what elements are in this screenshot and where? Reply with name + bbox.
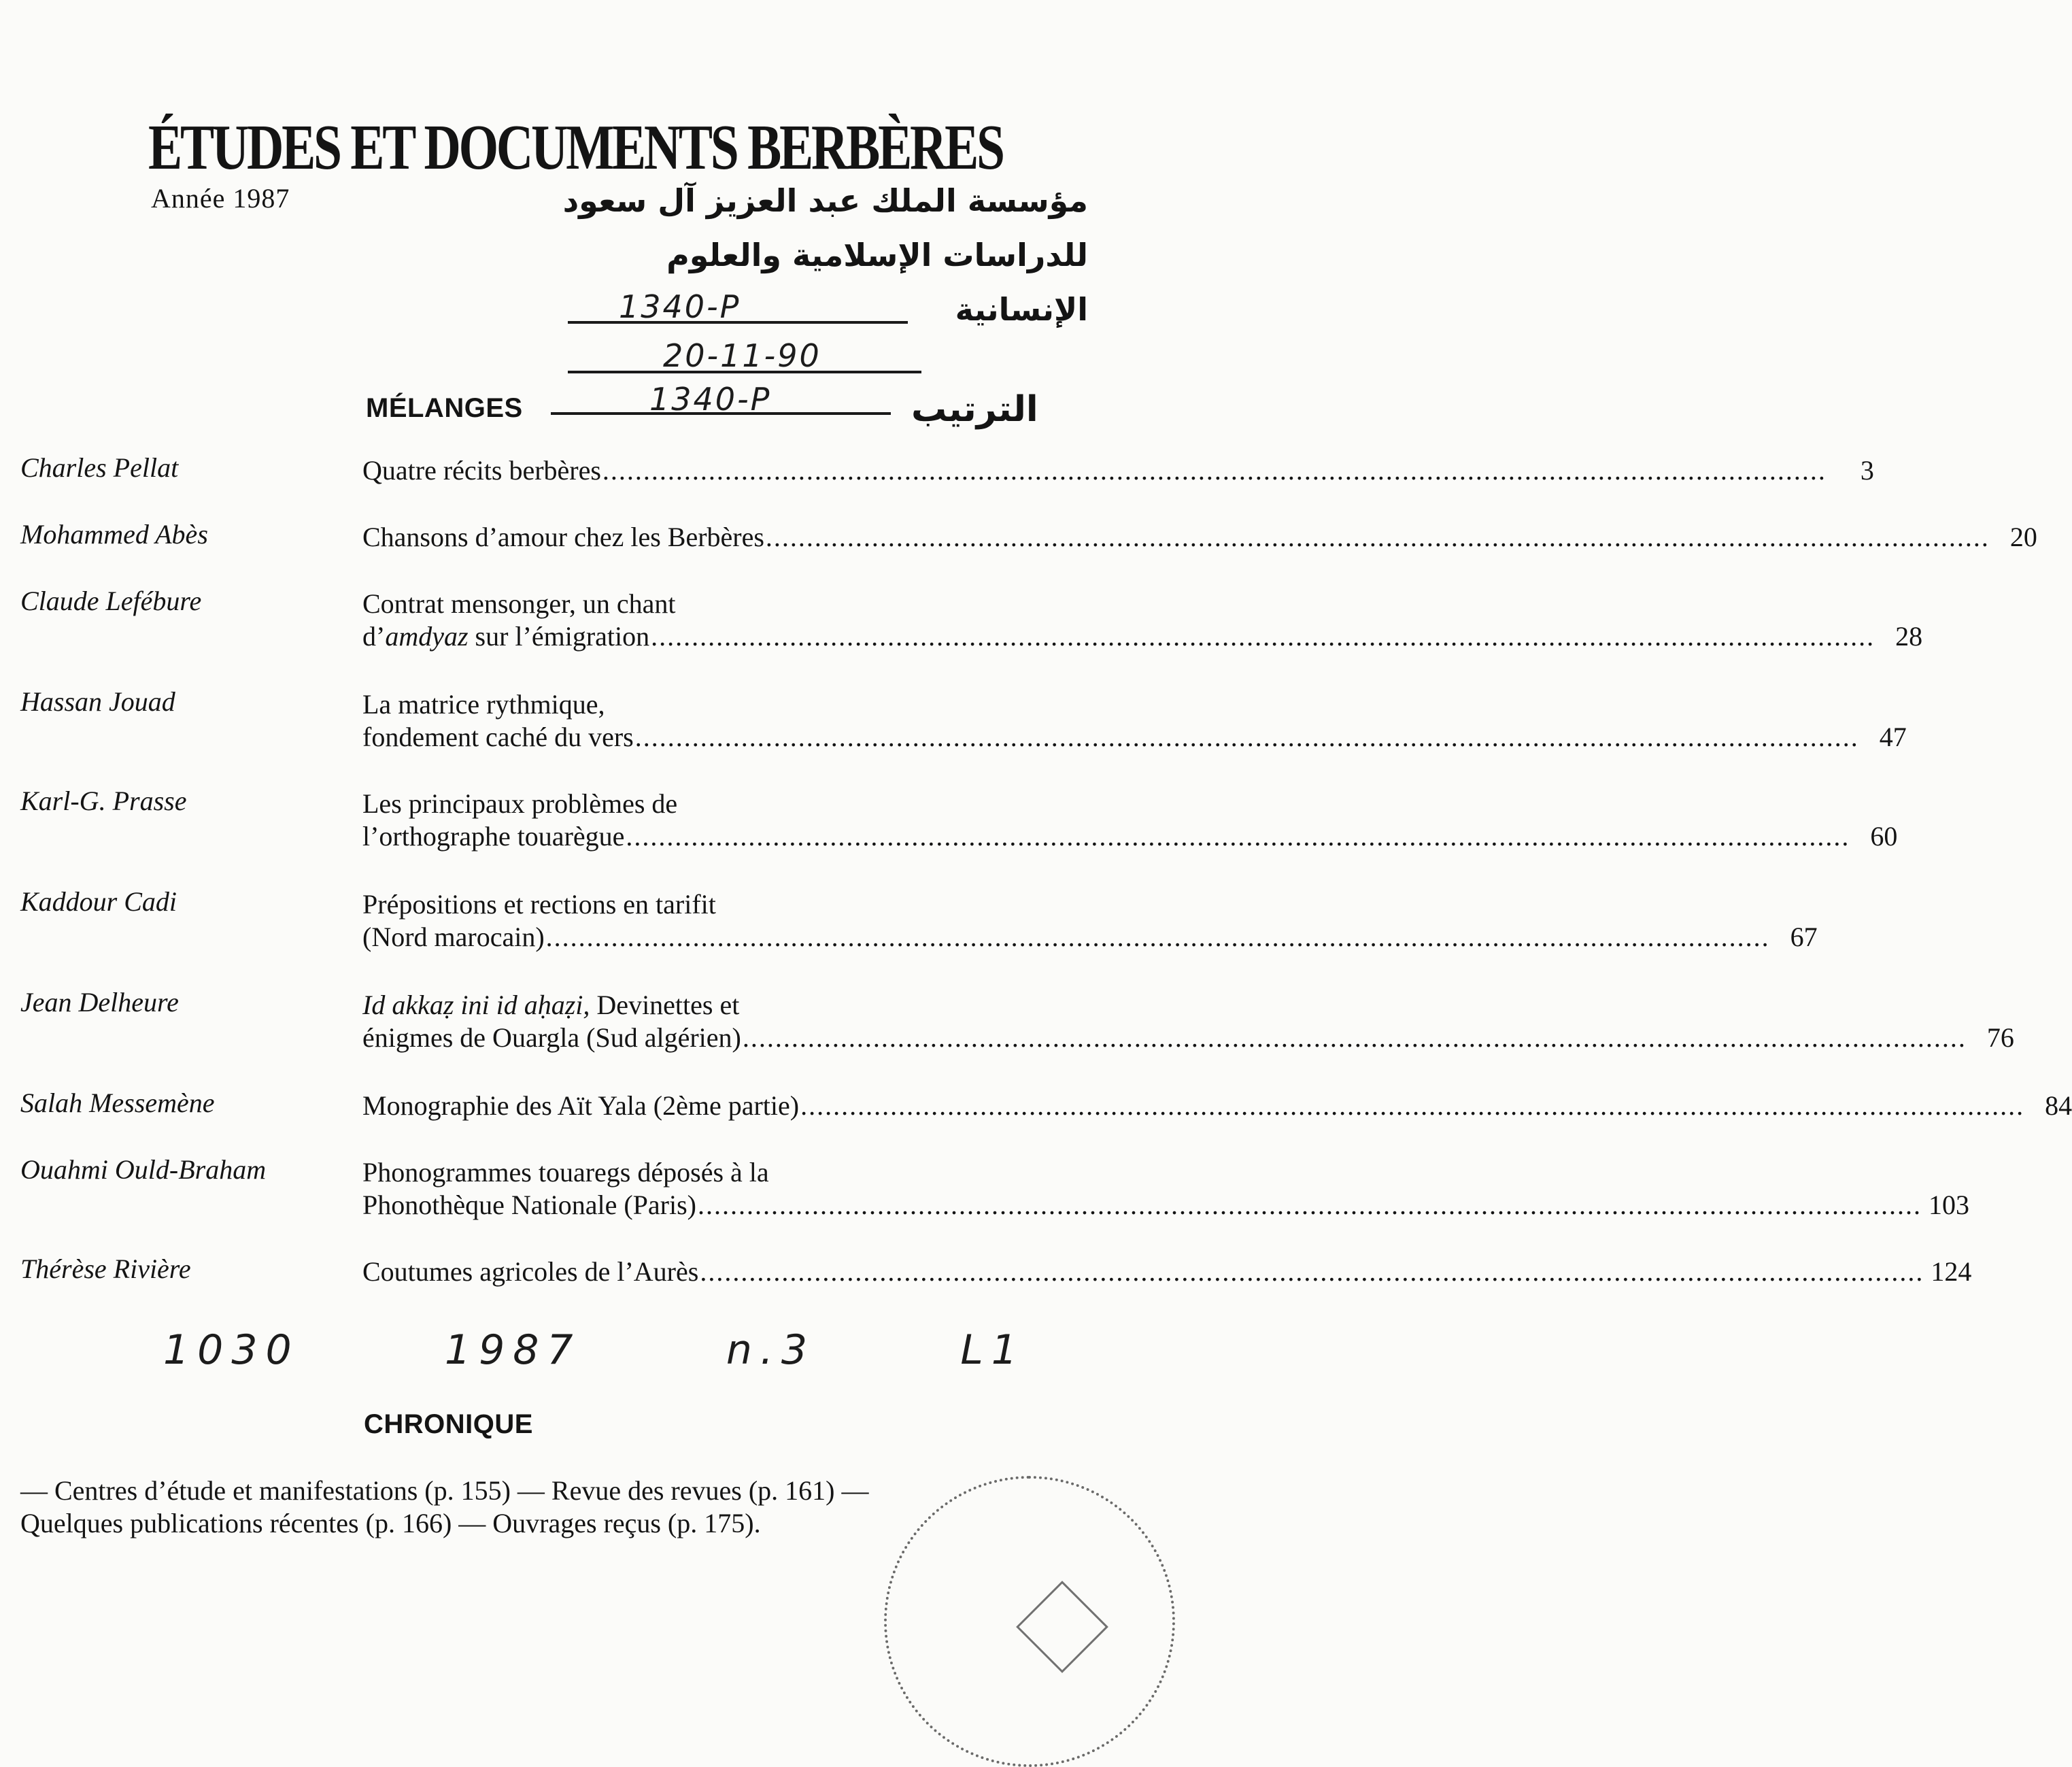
entry-page: 76 [1986,1022,2014,1053]
entry-page: 67 [1790,922,1818,952]
leader-dots: ...................................................................................................................................................... [651,621,1875,652]
library-seal [884,1476,1175,1767]
entry-author: Charles Pellat [20,452,179,483]
leader-dots: ...................................................................................................................................................... [800,1090,2025,1121]
entry-title-line: La matrice rythmique, [362,689,605,720]
entry-page: 47 [1879,722,1907,752]
stamp-handwritten-number: 1340-P [619,288,741,325]
entry-title [362,1256,1972,1288]
entry-page: 60 [1870,821,1898,852]
entry-title [362,788,1898,853]
entry-page: 124 [1931,1256,1972,1287]
entry-title [362,888,1818,954]
entry-title-line [362,989,1073,1022]
entry-author: Kaddour Cadi [20,886,177,917]
entry-title [362,454,1874,487]
entry-title-line: (Nord marocain) [362,922,545,952]
entry-title-line: fondement caché du vers [362,722,634,752]
chronique-text [20,1475,868,1540]
entry-page: 20 [2009,522,2037,552]
seal-emblem [1016,1581,1108,1673]
leader-dots: ...................................................................................................................................................... [545,922,1770,952]
stamp-arabic-label: الترتيب [911,389,1038,430]
chronique-line-2: Quelques publications récentes (p. 166) — Ouvrages reçus (p. 175). [20,1508,761,1538]
leader-dots: ...................................................................................................................................................... [602,455,1827,486]
title-suffix: Devinettes et [590,990,740,1020]
leader-dots: ...................................................................................................................................................... [700,1256,1924,1287]
entry-author: Hassan Jouad [20,686,175,717]
entry-title [362,588,1923,653]
melanges-heading: MÉLANGES [366,393,523,423]
entry-author: Thérèse Rivière [20,1253,191,1284]
entry-title [362,688,1907,754]
entry-author: Claude Lefébure [20,586,202,616]
entry-title-line: Chansons d’amour chez les Berbères [362,522,764,552]
entry-title-line: Prépositions et rections en tarifit [362,889,716,920]
stamp-handwritten-classification: 1340-P [649,381,772,418]
leader-dots: ...................................................................................................................................................... [698,1190,1922,1220]
chronique-line-1: — Centres d’étude et manifestations (p. 155) — Revue des revues (p. 161) — [20,1475,869,1506]
entry-author: Karl-G. Prasse [20,786,187,816]
entry-page: 84 [2045,1090,2072,1121]
entry-page: 103 [1929,1190,1969,1220]
entry-title [362,1156,1969,1222]
entry-page: 28 [1895,621,1923,652]
entry-author: Mohammed Abès [20,519,208,550]
entry-title-line: Monographie des Aït Yala (2ème partie) [362,1090,800,1121]
title-prefix: d’ [362,621,386,652]
entry-title-line: énigmes de Ouargla (Sud algérien) [362,1022,741,1053]
leader-dots: ...................................................................................................................................................... [626,821,1850,852]
leader-dots: ...................................................................................................................................................... [634,722,1859,752]
entry-title-line: Phonothèque Nationale (Paris) [362,1190,696,1220]
stamp-arabic-line-1: مؤسسة الملك عبد العزيز آل سعود [562,182,1088,219]
entry-title-line: Quatre récits berbères [362,455,601,486]
leader-dots: ...................................................................................................................................................... [742,1022,1967,1053]
title-italic-term: Id akkaẓ ini id aḥaẓi, [362,990,590,1020]
chronique-heading: CHRONIQUE [364,1409,533,1439]
stamp-handwritten-date: 20-11-90 [663,337,821,374]
title-italic-term: amdyaz [385,621,469,652]
entry-title-line: Les principaux problèmes de [362,788,678,819]
entry-author: Jean Delheure [20,987,179,1017]
entry-title-line: Contrat mensonger, un chant [362,588,676,619]
journal-year: Année 1987 [151,183,290,214]
journal-title: ÉTUDES ET DOCUMENTS BERBÈRES [148,112,1003,183]
handwritten-catalog-note: 1030 1987 n.3 L1 [163,1326,1025,1374]
entry-title-line [362,620,649,653]
entry-page: 3 [1860,455,1874,486]
title-suffix: sur l’émigration [468,621,650,652]
entry-author: Salah Messemène [20,1088,215,1118]
entry-title [362,989,2014,1054]
stamp-arabic-line-2: للدراسات الإسلامية والعلوم الإنسانية [666,237,1088,328]
leader-dots: ...................................................................................................................................................... [765,522,1990,552]
entry-title-line: Phonogrammes touaregs déposés à la [362,1157,769,1188]
entry-title-line: Coutumes agricoles de l’Aurès [362,1256,699,1287]
entry-title-line: l’orthographe touarègue [362,821,625,852]
entry-title [362,1090,2072,1122]
entry-author: Ouahmi Ould-Braham [20,1154,267,1185]
entry-title [362,521,2037,554]
